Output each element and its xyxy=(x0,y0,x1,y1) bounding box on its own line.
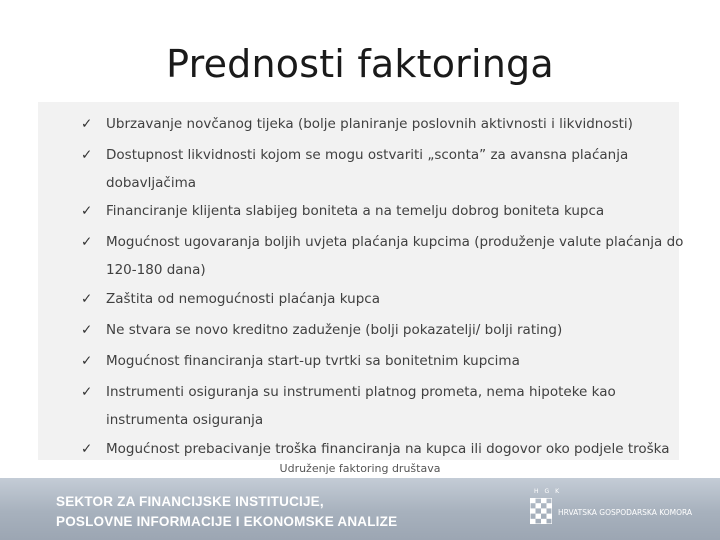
bullet-item xyxy=(81,378,616,434)
checkmark-icon: ✓ xyxy=(81,384,93,400)
slide-title: Prednosti faktoringa xyxy=(166,42,554,86)
checkmark-icon: ✓ xyxy=(81,203,93,219)
checkmark-icon: ✓ xyxy=(81,147,93,163)
logo-name: HRVATSKA GOSPODARSKA KOMORA xyxy=(558,508,693,517)
sector-line-1: SEKTOR ZA FINANCIJSKE INSTITUCIJE, xyxy=(56,494,324,509)
bullet-text: Mogućnost financiranja start-up tvrtki sa bonitetnim kupcima xyxy=(106,353,520,369)
bullet-item xyxy=(81,141,628,197)
bullet-text: Ubrzavanje novčanog tijeka (bolje planiranje poslovnih aktivnosti i likvidnosti) xyxy=(106,116,633,132)
footer-note: Udruženje faktoring društava xyxy=(279,462,441,475)
checkmark-icon: ✓ xyxy=(81,234,93,250)
checkerboard-icon xyxy=(530,498,552,524)
sector-line-2: POSLOVNE INFORMACIJE I EKONOMSKE ANALIZE xyxy=(56,514,398,529)
bullet-text: Dostupnost likvidnosti kojom se mogu ostvariti „sconta” za avansna plaćanja dobavljačima xyxy=(106,147,629,191)
bullet-text: Instrumenti osiguranja su instrumenti platnog prometa, nema hipoteke kao instrumenta osiguranja xyxy=(106,384,616,428)
checkmark-icon: ✓ xyxy=(81,116,93,132)
sector-label xyxy=(56,492,397,532)
bullet-item xyxy=(81,347,520,375)
bullet-item xyxy=(81,435,670,463)
bullet-text: Mogućnost prebacivanje troška financiranja na kupca ili dogovor oko podjele troška xyxy=(106,441,670,457)
bullet-item xyxy=(81,110,633,138)
bullet-text: Mogućnost ugovaranja boljih uvjeta plaćanja kupcima (produženje valute plaćanja do 120-180 dana) xyxy=(106,234,684,278)
bullet-item xyxy=(81,197,604,225)
checkmark-icon: ✓ xyxy=(81,353,93,369)
checkmark-icon: ✓ xyxy=(81,322,93,338)
bullet-text: Financiranje klijenta slabijeg boniteta a na temelju dobrog boniteta kupca xyxy=(106,203,605,219)
checkmark-icon: ✓ xyxy=(81,291,93,307)
bullet-item xyxy=(81,316,562,344)
logo-letters: HGK xyxy=(534,488,566,495)
bottom-band xyxy=(0,478,720,540)
bullet-item xyxy=(81,228,683,284)
bullet-text: Ne stvara se novo kreditno zaduženje (bolji pokazatelji/ bolji rating) xyxy=(106,322,563,338)
checkmark-icon: ✓ xyxy=(81,441,93,457)
bullet-text: Zaštita od nemogućnosti plaćanja kupca xyxy=(106,291,380,307)
bullet-item xyxy=(81,285,380,313)
